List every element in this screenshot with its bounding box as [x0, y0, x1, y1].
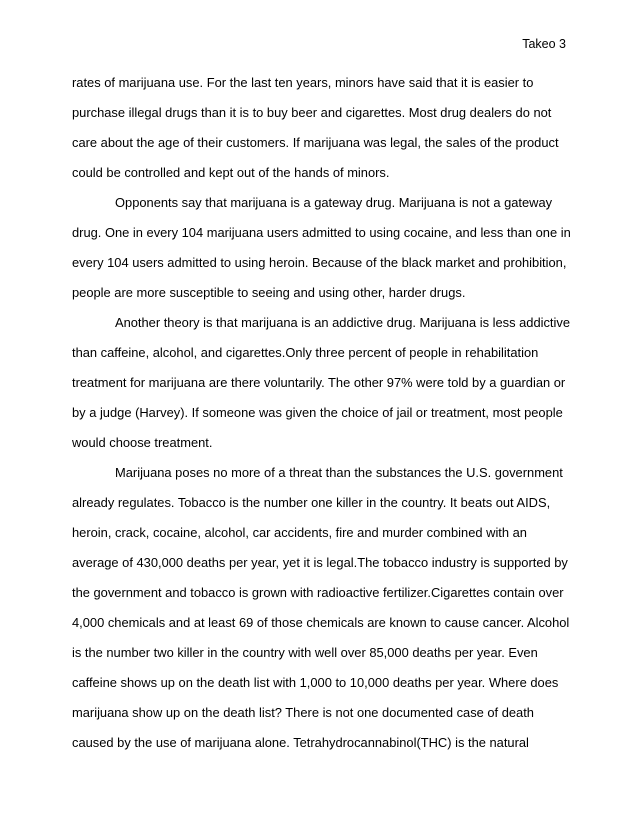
text-line: care about the age of their customers. If marijuana was legal, the sales of the product [72, 135, 559, 150]
text-line: caused by the use of marijuana alone. Tetrahydrocannabinol(THC) is the natural [72, 735, 529, 750]
page-header: Takeo 3 [522, 37, 566, 51]
text-line: 4,000 chemicals and at least 69 of those chemicals are known to cause cancer. Alcohol [72, 615, 570, 630]
text-line: every 104 users admitted to using heroin. Because of the black market and prohibition, [72, 255, 567, 270]
text-line: drug. One in every 104 marijuana users admitted to using cocaine, and less than one in [72, 225, 571, 240]
text-line: Another theory is that marijuana is an addictive drug. Marijuana is less addictive [115, 315, 570, 330]
text-line: already regulates. Tobacco is the number one killer in the country. It beats out AIDS, [72, 495, 551, 510]
text-line: by a judge (Harvey). If someone was given the choice of jail or treatment, most people [72, 405, 563, 420]
text-line: average of 430,000 deaths per year, yet it is legal.The tobacco industry is supported by [72, 555, 568, 570]
text-line: is the number two killer in the country with well over 85,000 deaths per year. Even [72, 645, 538, 660]
text-line: treatment for marijuana are there voluntarily. The other 97% were told by a guardian or [72, 375, 566, 390]
text-line: could be controlled and kept out of the hands of minors. [72, 165, 390, 180]
text-line: than caffeine, alcohol, and cigarettes.Only three percent of people in rehabilitation [72, 345, 539, 360]
text-line: marijuana show up on the death list? There is not one documented case of death [72, 705, 534, 720]
text-line: purchase illegal drugs than it is to buy beer and cigarettes. Most drug dealers do not [72, 105, 552, 120]
text-line: the government and tobacco is grown with radioactive fertilizer.Cigarettes contain over [72, 585, 564, 600]
text-line: rates of marijuana use. For the last ten years, minors have said that it is easier to [72, 75, 534, 90]
text-line: Opponents say that marijuana is a gateway drug. Marijuana is not a gateway [115, 195, 553, 210]
text-line: Marijuana poses no more of a threat than the substances the U.S. government [115, 465, 563, 480]
text-line: people are more susceptible to seeing and using other, harder drugs. [72, 285, 466, 300]
text-line: heroin, crack, cocaine, alcohol, car accidents, fire and murder combined with an [72, 525, 527, 540]
text-line: caffeine shows up on the death list with 1,000 to 10,000 deaths per year. Where does [72, 675, 559, 690]
text-line: would choose treatment. [72, 435, 213, 450]
document-body [72, 68, 592, 758]
